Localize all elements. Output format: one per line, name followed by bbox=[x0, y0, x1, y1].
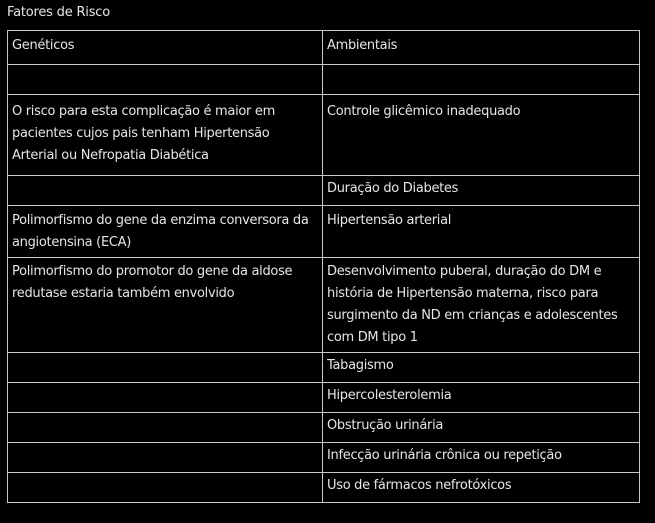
table-row bbox=[8, 413, 640, 443]
cell-environmental: Duração do Diabetes bbox=[323, 176, 640, 206]
cell-environmental: Obstrução urinária bbox=[323, 413, 640, 443]
cell-environmental: Hipercolesterolemia bbox=[323, 383, 640, 413]
cell-environmental bbox=[323, 65, 640, 95]
table-caption: Fatores de Risco bbox=[7, 5, 110, 20]
header-environmental: Ambientais bbox=[323, 31, 640, 65]
cell-genetic bbox=[8, 176, 323, 206]
risk-factors-table bbox=[7, 30, 640, 503]
table-row bbox=[8, 473, 640, 503]
table-row bbox=[8, 206, 640, 258]
table-row bbox=[8, 443, 640, 473]
cell-genetic bbox=[8, 413, 323, 443]
table-header-row bbox=[8, 31, 640, 65]
cell-genetic bbox=[8, 473, 323, 503]
cell-genetic bbox=[8, 65, 323, 95]
cell-environmental: Infecção urinária crônica ou repetição bbox=[323, 443, 640, 473]
header-genetic: Genéticos bbox=[8, 31, 323, 65]
cell-genetic bbox=[8, 353, 323, 383]
table-row bbox=[8, 95, 640, 176]
table-row bbox=[8, 353, 640, 383]
cell-genetic: O risco para esta complicação é maior em pacientes cujos pais tenham Hipertensão Arterial ou Nefropatia Diabética bbox=[8, 95, 323, 176]
table-row bbox=[8, 383, 640, 413]
cell-genetic bbox=[8, 383, 323, 413]
cell-genetic bbox=[8, 443, 323, 473]
cell-environmental: Desenvolvimento puberal, duração do DM e história de Hipertensão materna, risco para surgimento da ND em crianças e adolescentes com DM tipo 1 bbox=[323, 258, 640, 353]
table-row bbox=[8, 65, 640, 95]
cell-environmental: Uso de fármacos nefrotóxicos bbox=[323, 473, 640, 503]
cell-environmental: Controle glicêmico inadequado bbox=[323, 95, 640, 176]
cell-environmental: Tabagismo bbox=[323, 353, 640, 383]
table-row bbox=[8, 258, 640, 353]
cell-genetic: Polimorfismo do promotor do gene da aldose redutase estaria também envolvido bbox=[8, 258, 323, 353]
cell-environmental: Hipertensão arterial bbox=[323, 206, 640, 258]
table-row bbox=[8, 176, 640, 206]
cell-genetic: Polimorfismo do gene da enzima conversora da angiotensina (ECA) bbox=[8, 206, 323, 258]
